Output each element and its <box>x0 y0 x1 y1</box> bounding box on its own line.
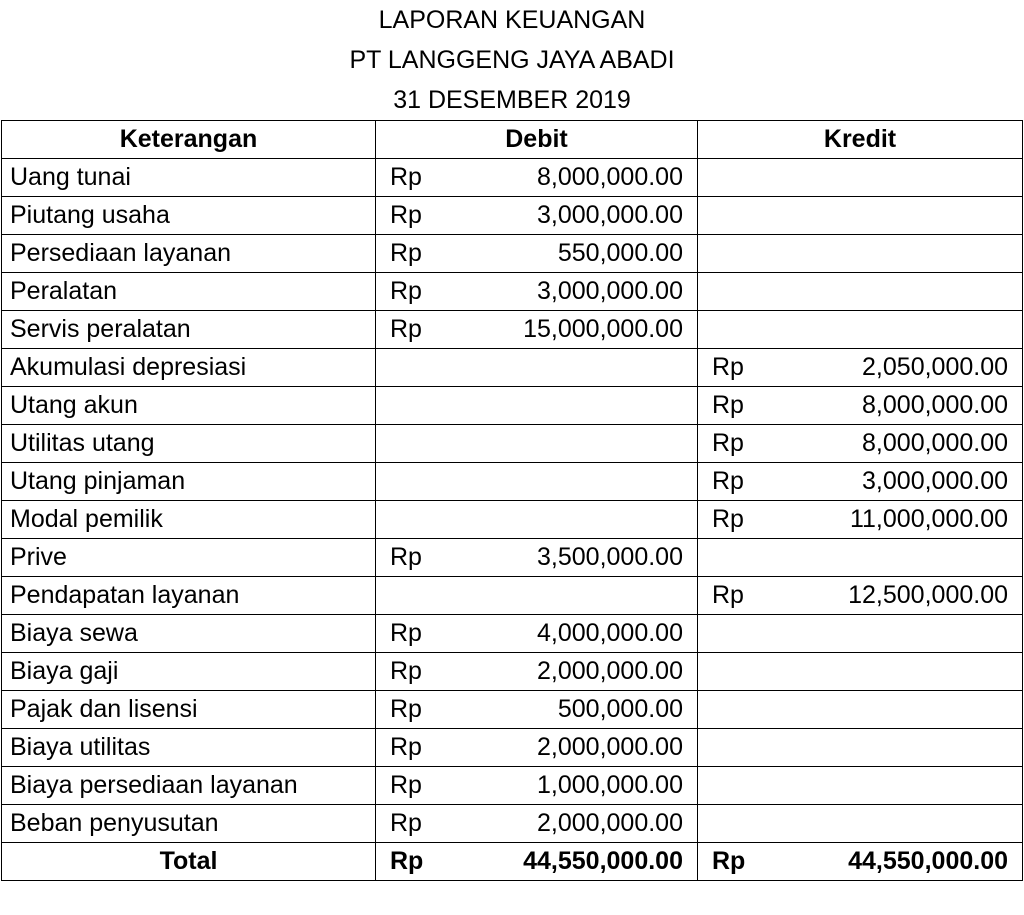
row-credit-currency: Rp <box>698 387 778 425</box>
row-debit-amount: 15,000,000.00 <box>456 311 698 349</box>
table-header-row <box>2 121 1023 159</box>
row-description: Biaya sewa <box>2 615 376 653</box>
total-label: Total <box>2 843 376 881</box>
table-row <box>2 691 1023 729</box>
row-debit-amount: 3,000,000.00 <box>456 273 698 311</box>
row-description: Biaya persediaan layanan <box>2 767 376 805</box>
row-description: Utang akun <box>2 387 376 425</box>
table-row <box>2 539 1023 577</box>
row-credit-currency <box>698 311 778 349</box>
row-debit-currency: Rp <box>376 273 456 311</box>
row-credit-currency <box>698 729 778 767</box>
row-debit-amount: 3,500,000.00 <box>456 539 698 577</box>
row-description: Pajak dan lisensi <box>2 691 376 729</box>
row-credit-currency <box>698 539 778 577</box>
row-debit-amount: 2,000,000.00 <box>456 805 698 843</box>
row-credit-amount <box>778 653 1023 691</box>
row-description: Piutang usaha <box>2 197 376 235</box>
row-credit-amount: 3,000,000.00 <box>778 463 1023 501</box>
row-debit-currency <box>376 425 456 463</box>
row-debit-amount <box>456 349 698 387</box>
row-credit-currency: Rp <box>698 501 778 539</box>
row-debit-currency: Rp <box>376 159 456 197</box>
row-description: Beban penyusutan <box>2 805 376 843</box>
row-credit-amount: 2,050,000.00 <box>778 349 1023 387</box>
row-debit-currency: Rp <box>376 311 456 349</box>
row-description: Servis peralatan <box>2 311 376 349</box>
row-debit-currency: Rp <box>376 691 456 729</box>
row-debit-amount: 4,000,000.00 <box>456 615 698 653</box>
table-row <box>2 387 1023 425</box>
row-credit-amount <box>778 539 1023 577</box>
row-credit-currency: Rp <box>698 425 778 463</box>
table-row <box>2 197 1023 235</box>
row-debit-currency: Rp <box>376 235 456 273</box>
table-row <box>2 501 1023 539</box>
header-debit: Debit <box>376 121 698 159</box>
row-credit-amount <box>778 805 1023 843</box>
row-debit-amount: 8,000,000.00 <box>456 159 698 197</box>
row-credit-currency: Rp <box>698 463 778 501</box>
row-debit-amount <box>456 577 698 615</box>
report-date: 31 DESEMBER 2019 <box>393 86 631 114</box>
row-description: Modal pemilik <box>2 501 376 539</box>
row-description: Akumulasi depresiasi <box>2 349 376 387</box>
row-credit-currency <box>698 691 778 729</box>
row-credit-amount: 8,000,000.00 <box>778 425 1023 463</box>
row-credit-currency <box>698 767 778 805</box>
row-description: Prive <box>2 539 376 577</box>
table-row <box>2 159 1023 197</box>
row-description: Peralatan <box>2 273 376 311</box>
row-credit-currency <box>698 159 778 197</box>
row-description: Biaya utilitas <box>2 729 376 767</box>
table-row <box>2 729 1023 767</box>
table-row <box>2 463 1023 501</box>
row-credit-currency <box>698 805 778 843</box>
row-debit-currency <box>376 501 456 539</box>
row-debit-amount: 2,000,000.00 <box>456 653 698 691</box>
total-debit-amount: 44,550,000.00 <box>456 843 698 881</box>
total-debit-currency: Rp <box>376 843 456 881</box>
row-description: Biaya gaji <box>2 653 376 691</box>
table-row <box>2 311 1023 349</box>
total-credit-currency: Rp <box>698 843 778 881</box>
table-row <box>2 653 1023 691</box>
table-row <box>2 805 1023 843</box>
header-description: Keterangan <box>2 121 376 159</box>
row-debit-currency <box>376 463 456 501</box>
row-credit-amount: 8,000,000.00 <box>778 387 1023 425</box>
row-debit-amount <box>456 387 698 425</box>
row-debit-currency <box>376 387 456 425</box>
row-credit-amount: 12,500,000.00 <box>778 577 1023 615</box>
row-debit-amount <box>456 425 698 463</box>
row-credit-amount <box>778 311 1023 349</box>
row-debit-currency: Rp <box>376 197 456 235</box>
row-debit-amount: 1,000,000.00 <box>456 767 698 805</box>
row-credit-amount <box>778 235 1023 273</box>
row-debit-currency: Rp <box>376 729 456 767</box>
row-description: Persediaan layanan <box>2 235 376 273</box>
row-credit-amount: 11,000,000.00 <box>778 501 1023 539</box>
row-debit-amount <box>456 463 698 501</box>
table-row <box>2 577 1023 615</box>
total-row <box>2 843 1023 881</box>
row-credit-amount <box>778 767 1023 805</box>
row-debit-amount <box>456 501 698 539</box>
row-debit-amount: 3,000,000.00 <box>456 197 698 235</box>
row-credit-amount <box>778 197 1023 235</box>
row-debit-amount: 500,000.00 <box>456 691 698 729</box>
row-description: Utilitas utang <box>2 425 376 463</box>
table-row <box>2 615 1023 653</box>
header-credit: Kredit <box>698 121 1023 159</box>
table-row <box>2 425 1023 463</box>
row-debit-currency: Rp <box>376 615 456 653</box>
row-debit-currency: Rp <box>376 767 456 805</box>
row-credit-amount <box>778 729 1023 767</box>
table-row <box>2 767 1023 805</box>
row-debit-currency: Rp <box>376 805 456 843</box>
row-description: Pendapatan layanan <box>2 577 376 615</box>
row-debit-amount: 550,000.00 <box>456 235 698 273</box>
total-credit-amount: 44,550,000.00 <box>778 843 1023 881</box>
financial-table <box>1 120 1023 881</box>
row-debit-currency: Rp <box>376 653 456 691</box>
report-header <box>0 0 1024 120</box>
row-credit-currency <box>698 235 778 273</box>
row-credit-amount <box>778 159 1023 197</box>
row-credit-currency <box>698 615 778 653</box>
row-credit-currency <box>698 653 778 691</box>
company-name: PT LANGGENG JAYA ABADI <box>349 46 675 74</box>
row-debit-currency <box>376 349 456 387</box>
row-credit-currency <box>698 197 778 235</box>
report-title: LAPORAN KEUANGAN <box>378 6 646 34</box>
row-debit-amount: 2,000,000.00 <box>456 729 698 767</box>
row-description: Uang tunai <box>2 159 376 197</box>
row-debit-currency <box>376 577 456 615</box>
table-row <box>2 349 1023 387</box>
table-row <box>2 235 1023 273</box>
row-credit-currency <box>698 273 778 311</box>
row-credit-amount <box>778 273 1023 311</box>
row-debit-currency: Rp <box>376 539 456 577</box>
row-credit-currency: Rp <box>698 577 778 615</box>
row-credit-amount <box>778 691 1023 729</box>
row-credit-currency: Rp <box>698 349 778 387</box>
row-credit-amount <box>778 615 1023 653</box>
row-description: Utang pinjaman <box>2 463 376 501</box>
table-row <box>2 273 1023 311</box>
